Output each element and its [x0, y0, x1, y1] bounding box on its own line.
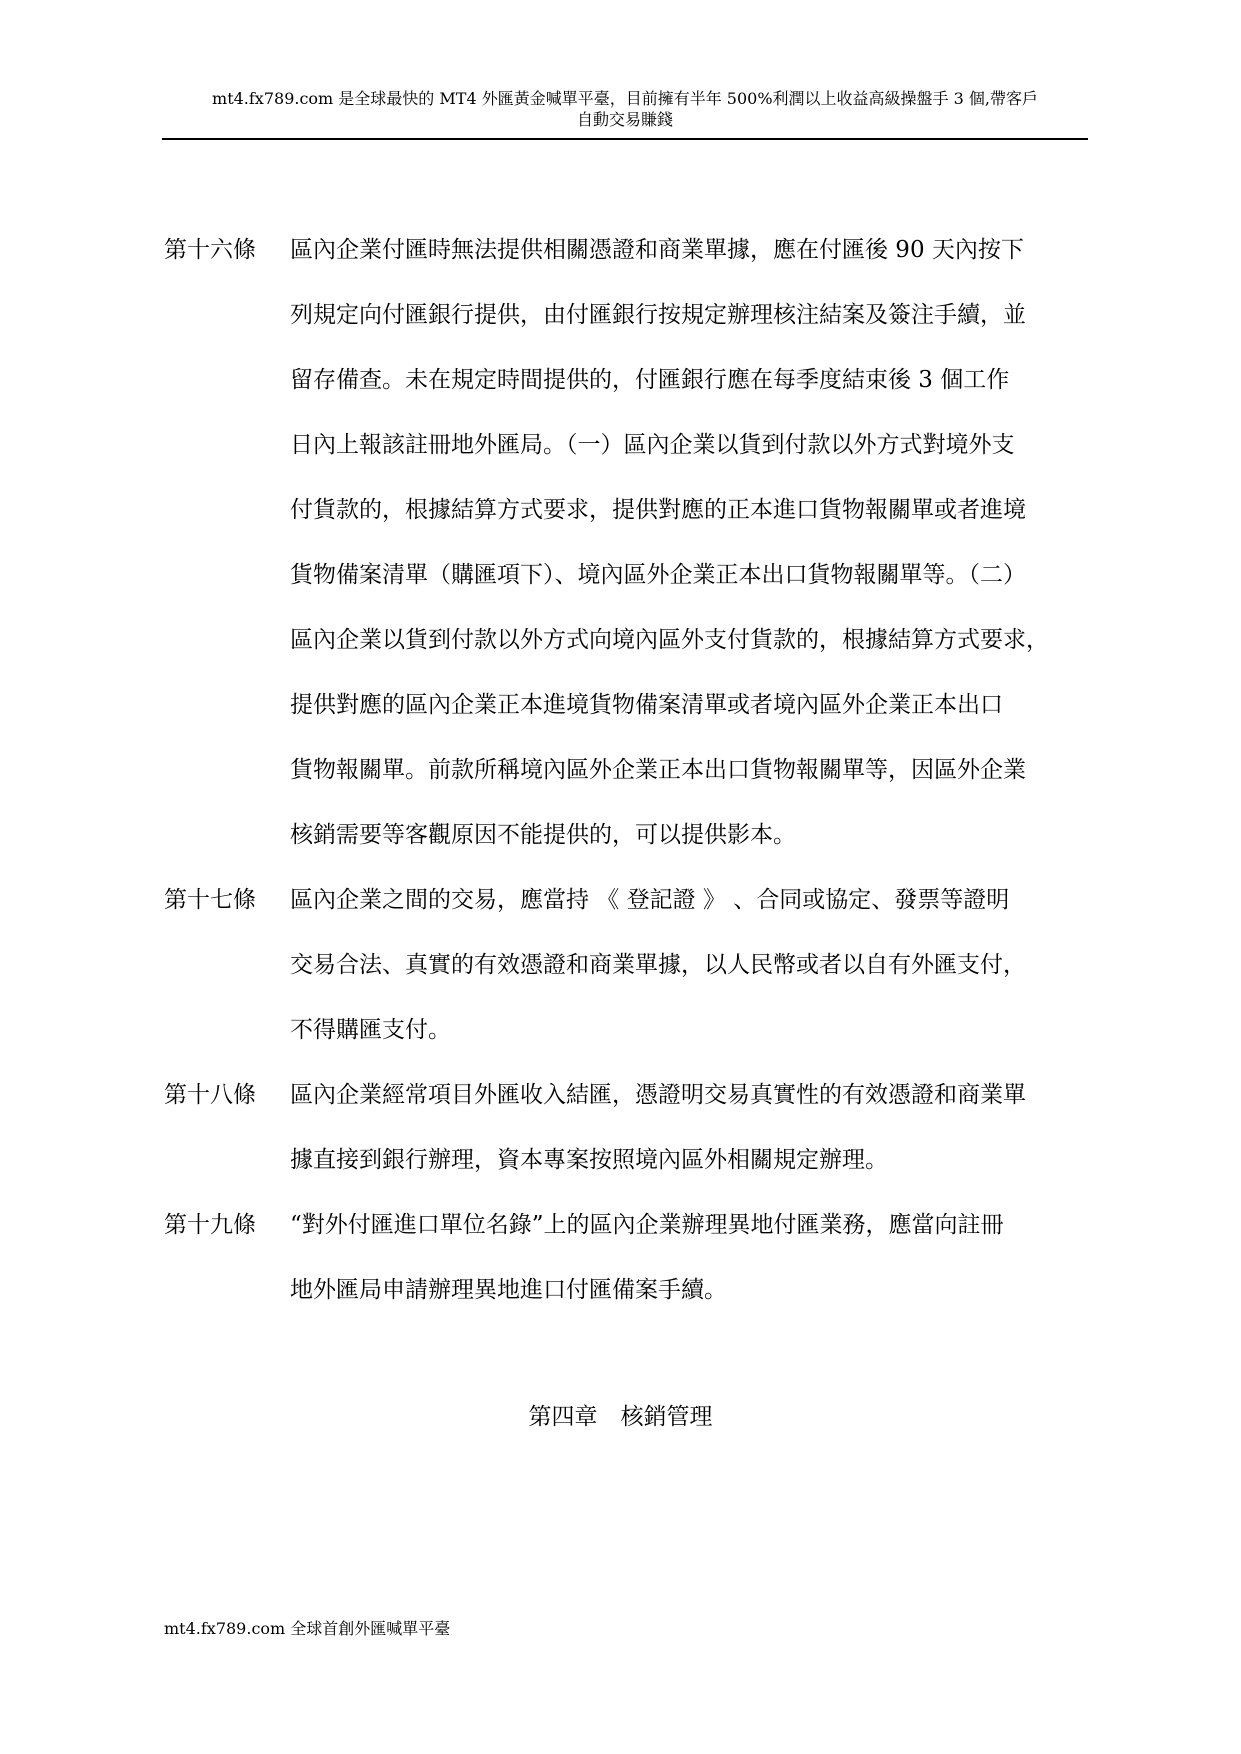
page-header: [162, 88, 1088, 130]
article-label: 第十六條: [164, 237, 256, 263]
article-line: 區內企業付匯時無法提供相關憑證和商業單據，應在付匯後 90 天內按下: [290, 237, 1024, 263]
article-line: 付貨款的，根據結算方式要求，提供對應的正本進口貨物報關單或者進境: [290, 497, 1026, 523]
article-body: [290, 1210, 1090, 1305]
header-line-1: mt4.fx789.com 是全球最快的 MT4 外匯黃金喊單平臺，目前擁有半年 500%利潤以上收益高級操盤手 3 個,帶客戶: [212, 89, 1038, 108]
article-body: [290, 1080, 1090, 1175]
article-line: 區內企業以貨到付款以外方式向境內區外支付貨款的，根據結算方式要求，: [290, 627, 1049, 653]
article-label: 第十七條: [164, 887, 256, 913]
article-line: 區內企業之間的交易，應當持 《 登記證 》 、合同或協定、發票等證明: [290, 887, 1010, 913]
article-line: 列規定向付匯銀行提供，由付匯銀行按規定辦理核注結案及簽注手續，並: [290, 302, 1026, 328]
article-line: 貨物報關單。前款所稱境內區外企業正本出口貨物報關單等，因區外企業: [290, 757, 1026, 783]
article-line: 貨物備案清單（購匯項下）、境內區外企業正本出口貨物報關單等。（二）: [290, 562, 1026, 588]
article-line: 據直接到銀行辦理，資本專案按照境內區外相關規定辦理。: [290, 1147, 888, 1173]
article-line: 核銷需要等客觀原因不能提供的，可以提供影本。: [290, 822, 796, 848]
article-body: [290, 885, 1090, 1045]
header-line-2: 自動交易賺錢: [576, 110, 673, 129]
header-divider: [162, 138, 1088, 140]
article-line: 交易合法、真實的有效憑證和商業單據，以人民幣或者以自有外匯支付，: [290, 952, 1026, 978]
article-label: 第十九條: [164, 1212, 256, 1238]
article-line: 不得購匯支付。: [290, 1017, 451, 1043]
article-label: 第十八條: [164, 1082, 256, 1108]
article-line: 區內企業經常項目外匯收入結匯，憑證明交易真實性的有效憑證和商業單: [290, 1082, 1026, 1108]
article-line: 留存備查。未在規定時間提供的，付匯銀行應在每季度結束後 3 個工作: [290, 367, 1010, 393]
article-line: 地外匯局申請辦理異地進口付匯備案手續。: [290, 1277, 727, 1303]
page-footer: mt4.fx789.com 全球首創外匯喊單平臺: [164, 1619, 451, 1638]
article-line: 提供對應的區內企業正本進境貨物備案清單或者境內區外企業正本出口: [290, 692, 1003, 718]
article-body: [290, 235, 1090, 850]
article-line: “對外付匯進口單位名錄”上的區內企業辦理異地付匯業務，應當向註冊: [290, 1212, 1004, 1238]
chapter-title: 第四章 核銷管理: [528, 1404, 713, 1430]
article-line: 日內上報該註冊地外匯局。（一）區內企業以貨到付款以外方式對境外支: [290, 432, 1015, 458]
